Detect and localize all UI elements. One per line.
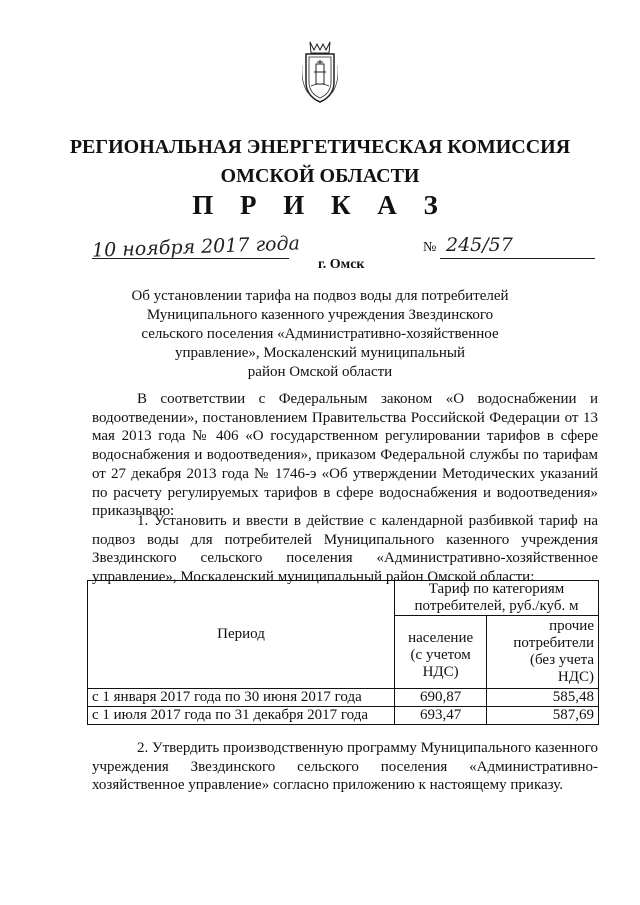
number-underline: [440, 258, 595, 259]
subject-line-4: управление», Москаленский муниципальный: [174, 345, 466, 361]
other-consumers-column-header: [487, 616, 599, 689]
tariff-header-line-1: Тариф по категориям: [428, 581, 565, 597]
coat-of-arms-emblem: [302, 38, 338, 108]
period-cell: с 1 июля 2017 года по 31 декабря 2017 года: [88, 707, 395, 725]
table-header-row: [88, 581, 599, 616]
other-header-line-1: прочие: [549, 618, 594, 634]
omsk-coat-of-arms-icon: [302, 38, 338, 108]
subject-line-1: Об установлении тарифа на подвоз воды для потребителей: [131, 288, 509, 304]
other-tariff-cell: 585,48: [487, 689, 599, 707]
organization-line-1: РЕГИОНАЛЬНАЯ ЭНЕРГЕТИЧЕСКАЯ КОМИССИЯ: [69, 136, 571, 158]
date-underline: [92, 258, 289, 259]
item-1-paragraph: 1. Установить и ввести в действие с календарной разбивкой тариф на подвоз воды для потребителей Муниципального казенного учреждения Звездинского сельского поселения «Административно-хозяйственное управление», Москаленский муниципальный район Омской области:: [92, 513, 598, 586]
population-header-line-2: (с учетом: [410, 646, 471, 663]
handwritten-number: 245/57: [446, 234, 513, 256]
population-header-line-3: НДС): [422, 663, 459, 680]
table-row: [88, 707, 599, 725]
table-row: [88, 689, 599, 707]
organization-title: [0, 133, 640, 191]
tariff-table: [87, 580, 599, 725]
tariff-header: [395, 581, 599, 616]
item-2-paragraph: 2. Утвердить производственную программу Муниципального казенного учреждения Звездинского сельского поселения «Административно-хозяйственное управление» согласно приложению к настоящему приказу.: [92, 740, 598, 794]
other-header-line-4: НДС): [557, 669, 594, 685]
order-subject: [120, 287, 520, 382]
subject-line-3: сельского поселения «Административно-хозяйственное: [141, 326, 499, 342]
tariff-header-line-2: потребителей, руб./куб. м: [414, 598, 579, 614]
population-tariff-cell: 690,87: [395, 689, 487, 707]
other-header-line-2: потребители: [513, 635, 594, 651]
subject-line-5: район Омской области: [247, 364, 393, 380]
document-type-title: П Р И К А З: [192, 190, 448, 220]
preamble-paragraph: В соответствии с Федеральным законом «О водоснабжении и водоотведении», постановлением Правительства Российской Федерации от 13 мая 2013 года № 406 «О государственном регулировании тарифов в сфере водоснабжения и водоотведения», приказом Федеральной службы по тарифам от 27 декабря 2013 года № 1746-э «Об утверждении Методических указаний по расчету регулируемых тарифов в сфере водоснабжения и водоотведения» приказываю:: [92, 391, 598, 520]
population-header-line-1: население: [408, 629, 474, 646]
period-cell: с 1 января 2017 года по 30 июня 2017 года: [88, 689, 395, 707]
number-label: №: [423, 240, 437, 255]
population-tariff-cell: 693,47: [395, 707, 487, 725]
population-column-header: [395, 616, 487, 689]
city-label: г. Омск: [318, 257, 365, 272]
organization-line-2: ОМСКОЙ ОБЛАСТИ: [220, 165, 420, 187]
period-header: Период: [88, 581, 395, 689]
other-header-line-3: (без учета: [529, 652, 594, 668]
other-tariff-cell: 587,69: [487, 707, 599, 725]
subject-line-2: Муниципального казенного учреждения Звездинского: [146, 307, 494, 323]
handwritten-date: 10 ноября 2017 года: [91, 232, 301, 262]
